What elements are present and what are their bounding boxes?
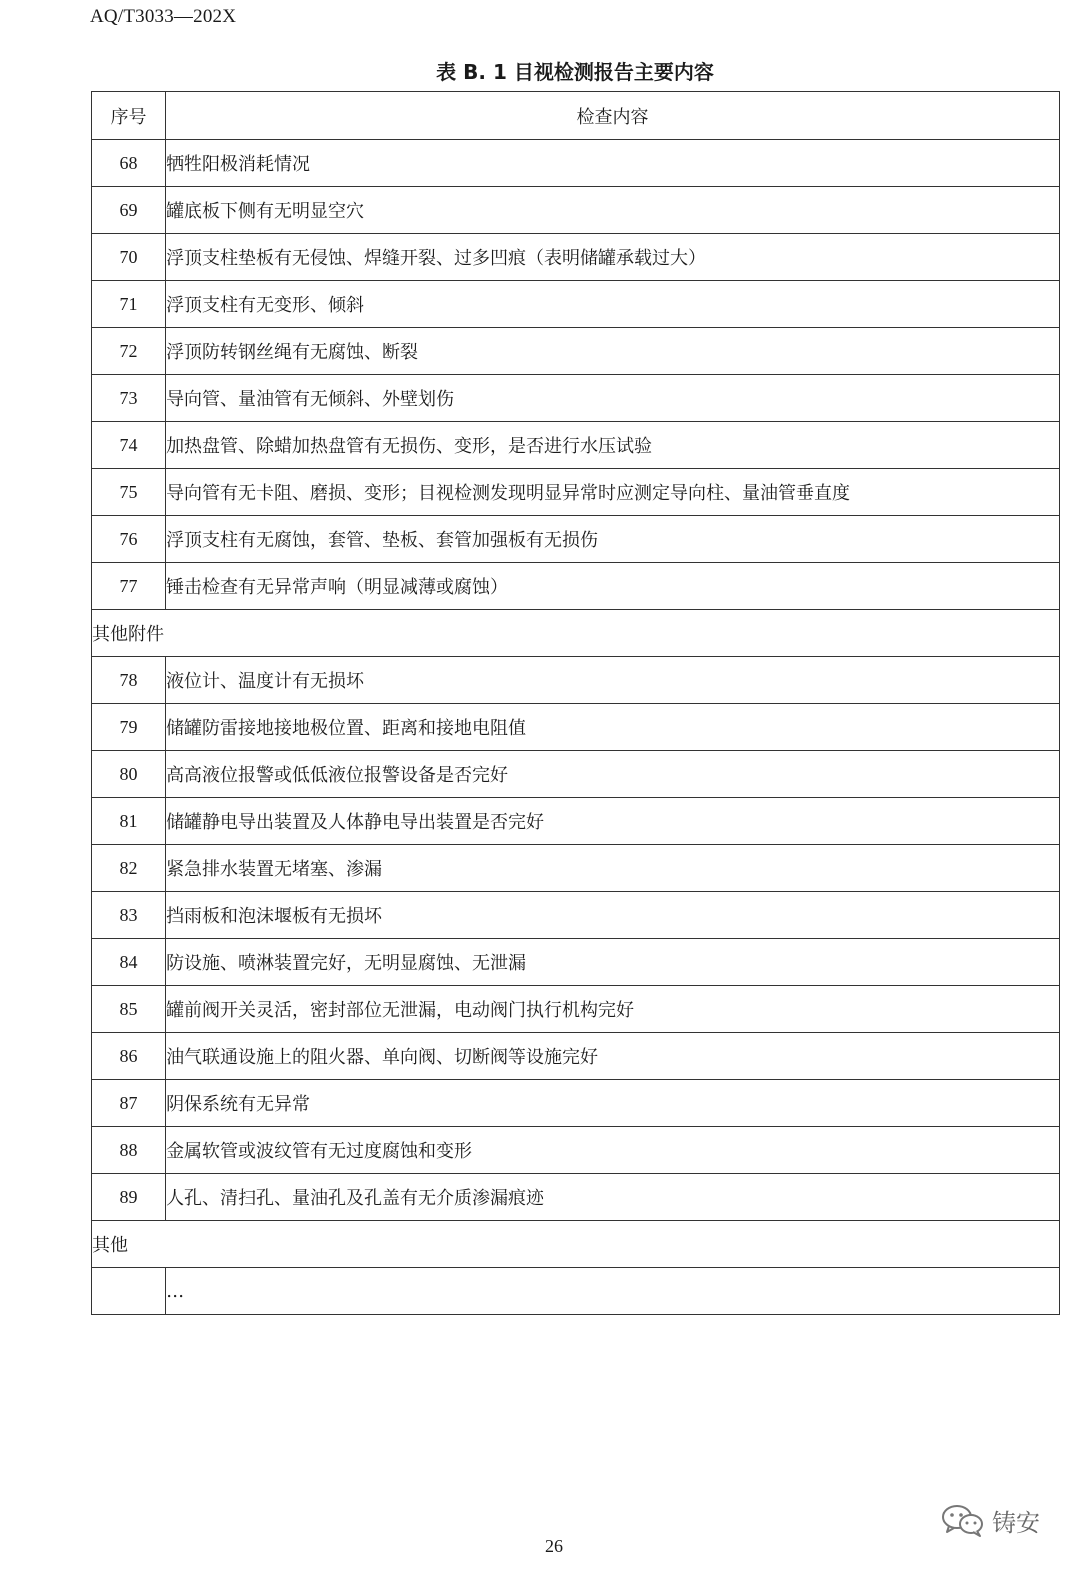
column-header-number: 序号	[92, 92, 166, 140]
row-number: 85	[92, 986, 166, 1033]
table-row	[92, 798, 1060, 845]
row-content: 罐前阀开关灵活，密封部位无泄漏，电动阀门执行机构完好	[166, 986, 1060, 1033]
page-number: 26	[545, 1536, 563, 1556]
table-row	[92, 234, 1060, 281]
row-number: 81	[92, 798, 166, 845]
row-number: 70	[92, 234, 166, 281]
row-number: 87	[92, 1080, 166, 1127]
row-content: 导向管有无卡阻、磨损、变形；目视检测发现明显异常时应测定导向柱、量油管垂直度	[166, 469, 1060, 516]
row-number: 79	[92, 704, 166, 751]
column-header-content: 检查内容	[166, 92, 1060, 140]
row-content: 锤击检查有无异常声响（明显减薄或腐蚀）	[166, 563, 1060, 610]
table-row	[92, 516, 1060, 563]
table-row	[92, 187, 1060, 234]
row-number: 73	[92, 375, 166, 422]
row-number: 84	[92, 939, 166, 986]
document-code: AQ/T3033—202X	[90, 6, 237, 27]
row-content: 导向管、量油管有无倾斜、外壁划伤	[166, 375, 1060, 422]
row-number: 71	[92, 281, 166, 328]
row-content: 挡雨板和泡沫堰板有无损坏	[166, 892, 1060, 939]
wechat-icon	[940, 1502, 986, 1538]
row-content: 储罐静电导出装置及人体静电导出装置是否完好	[166, 798, 1060, 845]
table-body	[92, 140, 1060, 1315]
row-content: 液位计、温度计有无损坏	[166, 657, 1060, 704]
row-number: 82	[92, 845, 166, 892]
watermark-text: 铸安	[992, 1508, 1040, 1537]
table-row	[92, 892, 1060, 939]
inspection-table	[91, 91, 1060, 1315]
watermark	[940, 1502, 1040, 1538]
table-row	[92, 939, 1060, 986]
table-row	[92, 422, 1060, 469]
row-content: 罐底板下侧有无明显空穴	[166, 187, 1060, 234]
table-row	[92, 1080, 1060, 1127]
row-number: 69	[92, 187, 166, 234]
row-content: 阴保系统有无异常	[166, 1080, 1060, 1127]
row-content: 浮顶支柱有无腐蚀，套管、垫板、套管加强板有无损伤	[166, 516, 1060, 563]
row-number: 86	[92, 1033, 166, 1080]
table-title: 表 B. 1 目视检测报告主要内容	[436, 60, 714, 84]
row-content: …	[166, 1268, 1060, 1315]
section-row	[92, 1221, 1060, 1268]
row-content: 高高液位报警或低低液位报警设备是否完好	[166, 751, 1060, 798]
row-number: 89	[92, 1174, 166, 1221]
table-row	[92, 375, 1060, 422]
row-content: 紧急排水装置无堵塞、渗漏	[166, 845, 1060, 892]
row-number: 80	[92, 751, 166, 798]
table-row	[92, 704, 1060, 751]
table-row	[92, 1174, 1060, 1221]
row-content: 油气联通设施上的阻火器、单向阀、切断阀等设施完好	[166, 1033, 1060, 1080]
table-row	[92, 1127, 1060, 1174]
table-row	[92, 751, 1060, 798]
table-row	[92, 986, 1060, 1033]
row-number: 78	[92, 657, 166, 704]
row-content: 防设施、喷淋装置完好，无明显腐蚀、无泄漏	[166, 939, 1060, 986]
row-content: 金属软管或波纹管有无过度腐蚀和变形	[166, 1127, 1060, 1174]
table-row	[92, 657, 1060, 704]
row-number: 75	[92, 469, 166, 516]
row-content: 人孔、清扫孔、量油孔及孔盖有无介质渗漏痕迹	[166, 1174, 1060, 1221]
row-content: 浮顶防转钢丝绳有无腐蚀、断裂	[166, 328, 1060, 375]
table-row	[92, 1033, 1060, 1080]
table-row	[92, 845, 1060, 892]
table-header-row	[92, 92, 1060, 140]
row-number: 88	[92, 1127, 166, 1174]
section-label: 其他	[92, 1221, 1060, 1268]
section-label: 其他附件	[92, 610, 1060, 657]
section-row	[92, 610, 1060, 657]
row-content: 储罐防雷接地接地极位置、距离和接地电阻值	[166, 704, 1060, 751]
row-content: 浮顶支柱垫板有无侵蚀、焊缝开裂、过多凹痕（表明储罐承载过大）	[166, 234, 1060, 281]
row-number	[92, 1268, 166, 1315]
table-row	[92, 469, 1060, 516]
row-number: 74	[92, 422, 166, 469]
row-number: 76	[92, 516, 166, 563]
table-row	[92, 1268, 1060, 1315]
table-row	[92, 140, 1060, 187]
row-content: 浮顶支柱有无变形、倾斜	[166, 281, 1060, 328]
row-number: 77	[92, 563, 166, 610]
table-row	[92, 281, 1060, 328]
table-row	[92, 328, 1060, 375]
row-number: 68	[92, 140, 166, 187]
row-content: 牺牲阳极消耗情况	[166, 140, 1060, 187]
table-row	[92, 563, 1060, 610]
row-content: 加热盘管、除蜡加热盘管有无损伤、变形，是否进行水压试验	[166, 422, 1060, 469]
row-number: 72	[92, 328, 166, 375]
row-number: 83	[92, 892, 166, 939]
